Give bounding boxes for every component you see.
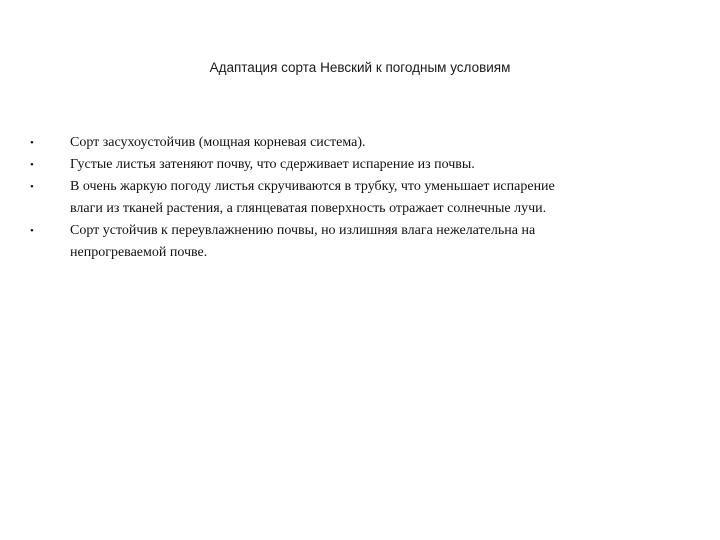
slide-title: Адаптация сорта Невский к погодным условиям <box>209 60 511 75</box>
bullet-marker: • <box>30 137 34 149</box>
bullet-text-line: влаги из тканей растения, а глянцеватая поверхность отражает солнечные лучи. <box>70 201 547 216</box>
bullet-item <box>30 220 690 264</box>
bullet-marker: • <box>30 181 34 193</box>
bullet-text-line: В очень жаркую погоду листья скручиваются в трубку, что уменьшает испарение <box>70 179 555 194</box>
bullet-marker: • <box>30 159 34 171</box>
bullet-text-line: Сорт устойчив к переувлажнению почвы, но излишняя влага нежелательна на <box>70 223 536 238</box>
bullet-item <box>30 154 690 176</box>
bullet-text-line: Густые листья затеняют почву, что сдерживает испарение из почвы. <box>70 157 475 172</box>
bullet-marker: • <box>30 225 34 237</box>
bullet-item <box>30 132 690 154</box>
bullet-item <box>30 176 690 220</box>
bullet-text-line: непрогреваемой почве. <box>70 245 208 260</box>
bullet-list <box>30 132 690 264</box>
bullet-text-line: Сорт засухоустойчив (мощная корневая система). <box>70 135 366 150</box>
